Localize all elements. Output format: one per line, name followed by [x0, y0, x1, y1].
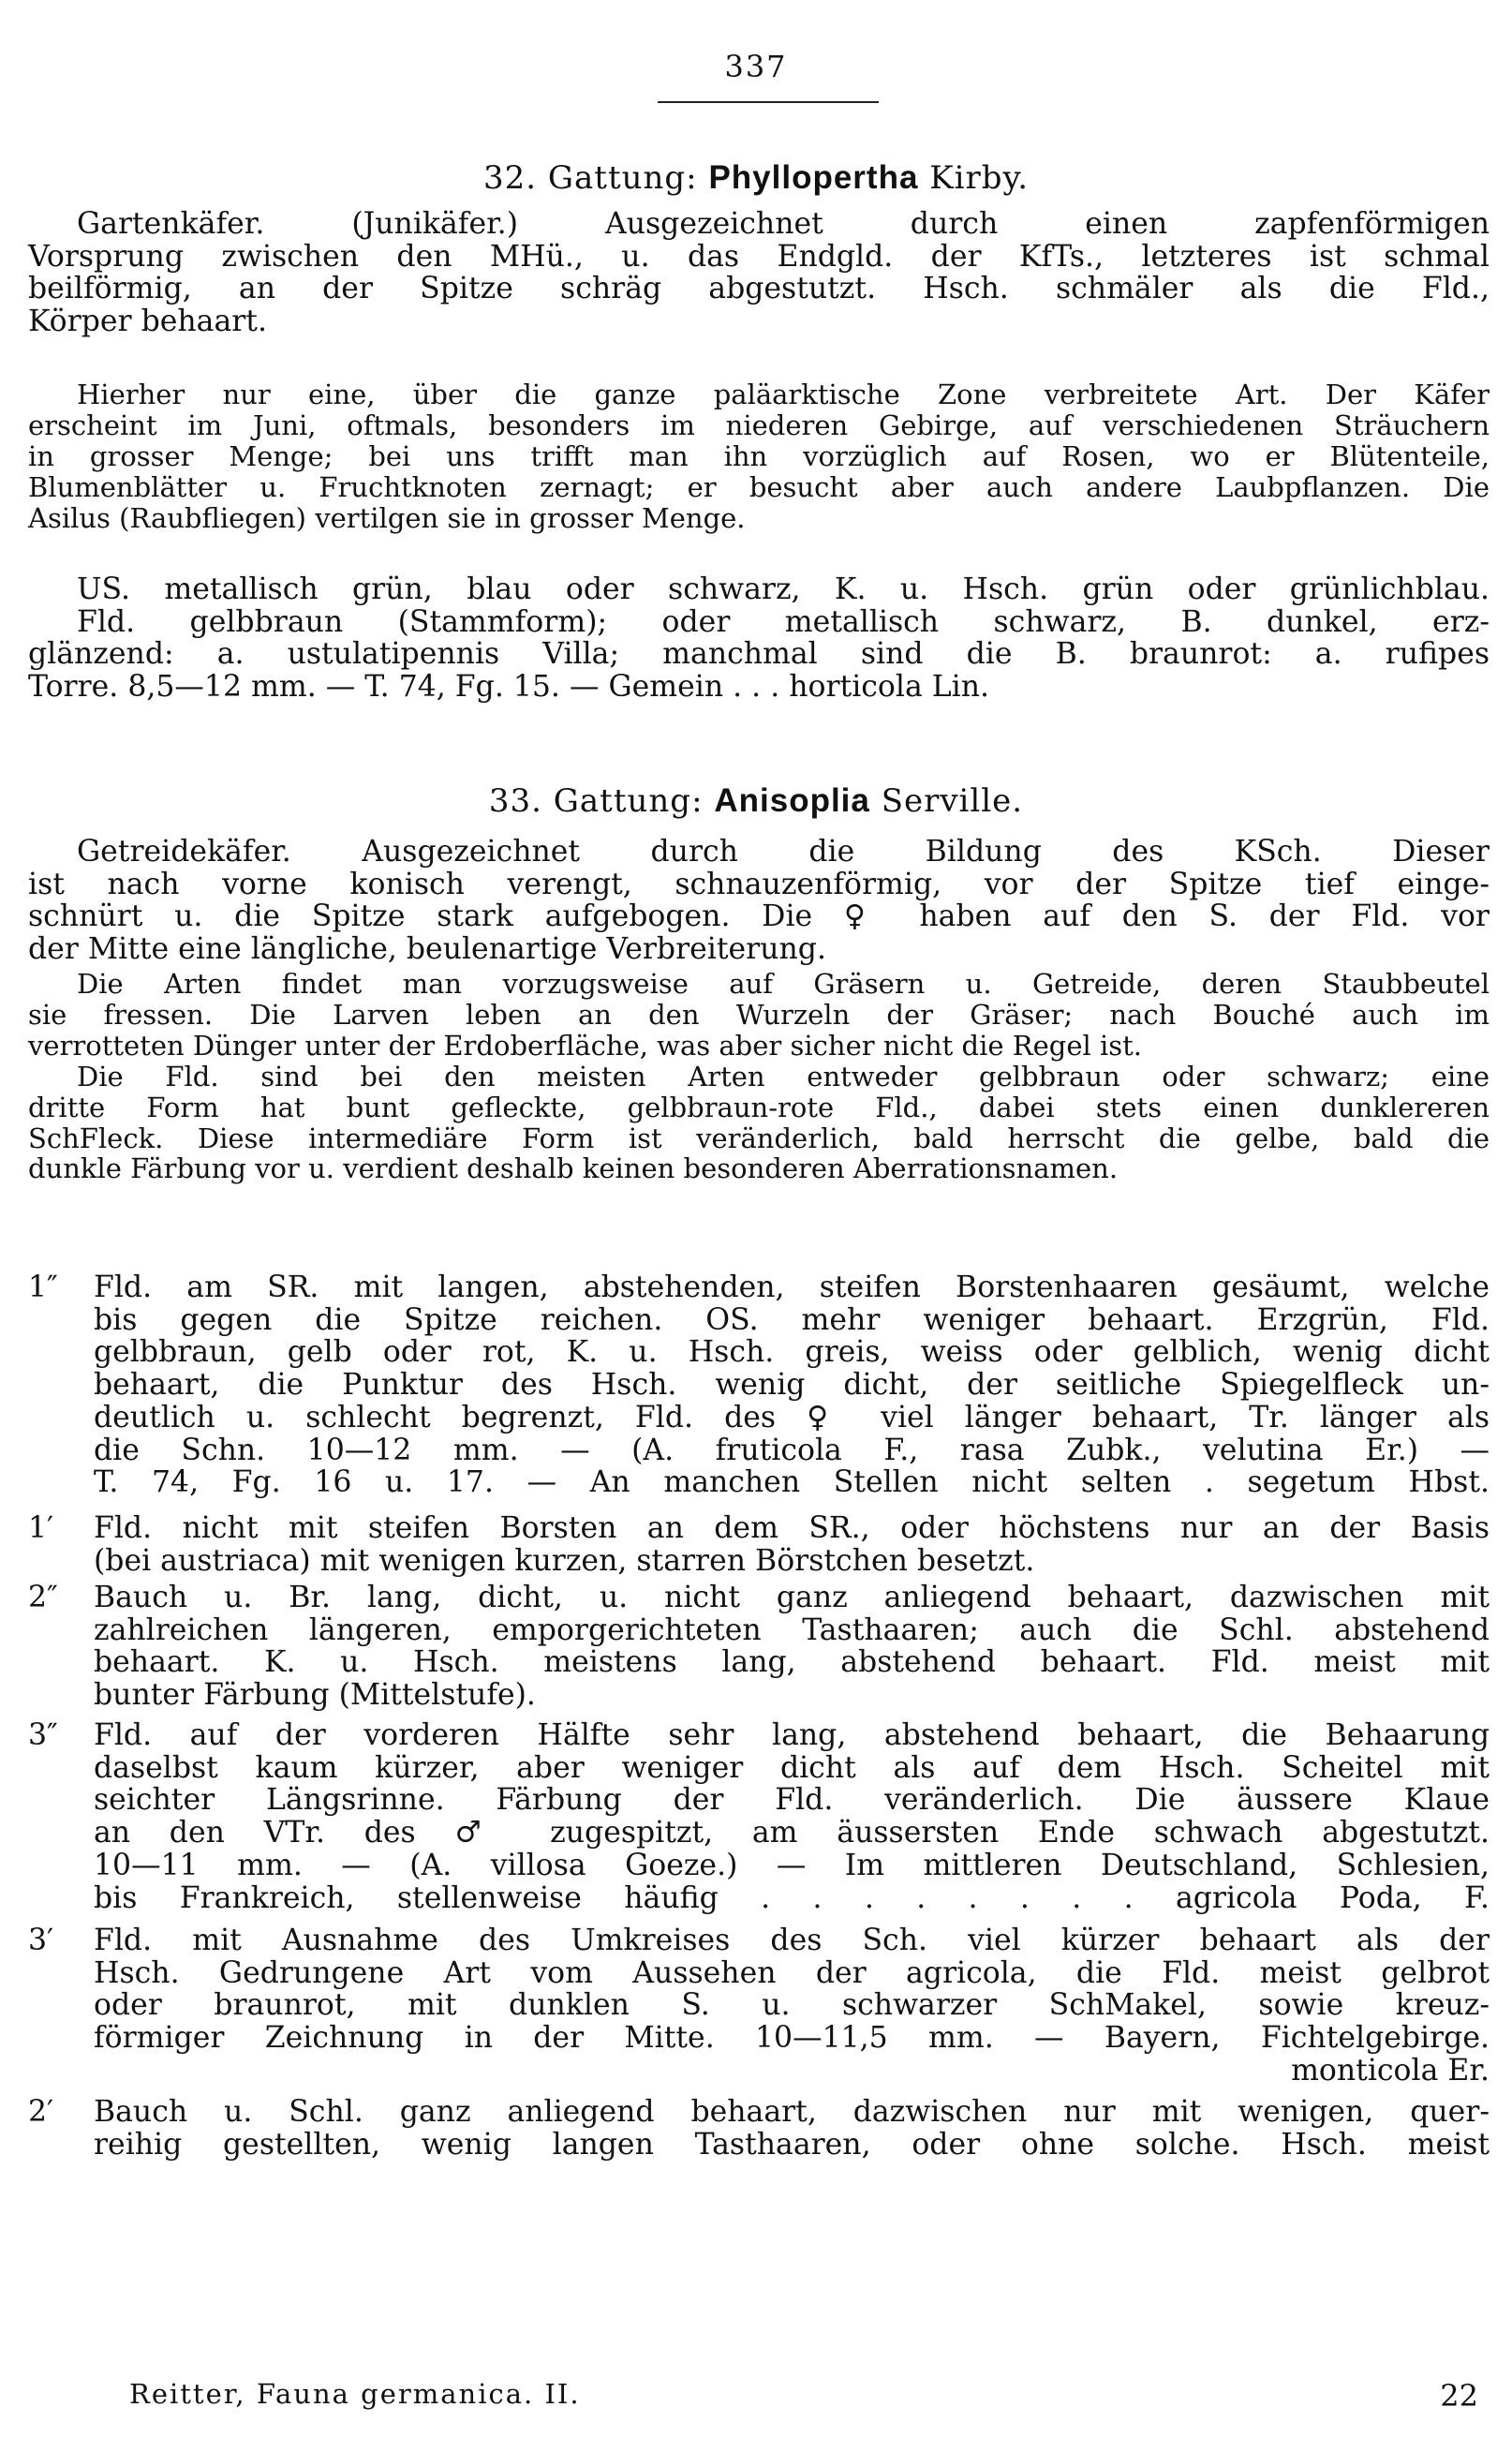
text-line: die Schn. 10—12 mm. — (A. fruticola F., rasa Zubk., velutina Er.) —: [94, 1433, 1490, 1467]
key-couplet: [28, 1512, 1490, 1577]
genus-33-heading: [0, 782, 1512, 820]
text-line: SchFleck. Diese intermediäre Form ist veränderlich, bald herrscht die gelbe, bald die: [28, 1122, 1490, 1154]
text-line: monticola Er.: [1291, 2053, 1490, 2088]
text-line: beilförmig, an der Spitze schräg abgestutzt. Hsch. schmäler als die Fld.,: [28, 272, 1490, 306]
text-line: Die Fld. sind bei den meisten Arten entweder gelbbraun oder schwarz; eine: [77, 1060, 1490, 1092]
text-line: verrotteten Dünger unter der Erdoberfläche, was aber sicher nicht die Regel ist.: [28, 1029, 1143, 1062]
text-line: Körper behaart.: [28, 305, 267, 339]
key-couplet: [28, 1924, 1490, 2088]
text-line: deutlich u. schlecht begrenzt, Fld. des ♀ viel länger behaart, Tr. länger als: [94, 1400, 1490, 1434]
genus-32-species: [28, 573, 1490, 704]
text-line: Vorsprung zwischen den MHü., u. das Endgld. der KfTs., letzteres ist schmal: [28, 239, 1490, 274]
text-line: der Mitte eine längliche, beulenartige Verbreiterung.: [28, 932, 826, 967]
text-line: US. metallisch grün, blau oder schwarz, K. u. Hsch. grün oder grünlichblau.: [77, 572, 1490, 606]
text-line: Getreidekäfer. Ausgezeichnet durch die Bildung des KSch. Dieser: [77, 835, 1490, 869]
text-line: dunkle Färbung vor u. verdient deshalb keinen besonderen Aberrationsnamen.: [28, 1152, 1119, 1185]
text-line: zahlreichen längeren, emporgerichteten Tasthaaren; auch die Schl. abstehend: [94, 1612, 1490, 1647]
text-line: Die Arten findet man vorzugsweise auf Gräsern u. Getreide, deren Staubbeutel: [77, 968, 1490, 1000]
text-line: dritte Form hat bunt gefleckte, gelbbraun-rote Fld., dabei stets einen dunklereren: [28, 1091, 1490, 1123]
page-number: 337: [724, 49, 788, 84]
text-line: reihig gestellten, wenig langen Tasthaaren, oder ohne solche. Hsch. meist: [94, 2127, 1490, 2162]
text-line: förmiger Zeichnung in der Mitte. 10—11,5 mm. — Bayern, Fichtelgebirge.: [94, 2021, 1490, 2056]
couplet-label: 2″: [28, 1581, 58, 1614]
text-line: seichter Längsrinne. Färbung der Fld. veränderlich. Die äussere Klaue: [94, 1783, 1490, 1818]
couplet-label: 1″: [28, 1271, 58, 1304]
genus-32-biology: [28, 379, 1490, 534]
text-line: in grosser Menge; bei uns trifft man ihn vorzüglich auf Rosen, wo er Blütenteile,: [28, 439, 1490, 472]
key-couplet: [28, 1582, 1490, 1712]
genus-32-heading: [0, 159, 1512, 197]
key-couplet: [28, 1271, 1490, 1499]
genus-32-name: Phyllopertha: [708, 159, 919, 196]
genus-33-name: Anisoplia: [714, 782, 870, 819]
genus-32-description: [28, 208, 1490, 338]
text-line: T. 74, Fg. 16 u. 17. — An manchen Stellen nicht selten . segetum Hbst.: [94, 1465, 1490, 1500]
footer-sheet-number: 22: [1440, 2378, 1478, 2414]
text-line: glänzend: a. ustulatipennis Villa; manchmal sind die B. braunrot: a. rufipes: [28, 637, 1490, 672]
text-line: behaart. K. u. Hsch. meistens lang, abstehend behaart. Fld. meist mit: [94, 1645, 1490, 1680]
text-line: bis gegen die Spitze reichen. OS. mehr weniger behaart. Erzgrün, Fld.: [94, 1302, 1490, 1337]
text-line: erscheint im Juni, oftmals, besonders im niederen Gebirge, auf verschiedenen Sträuchern: [28, 409, 1490, 441]
key-couplet: [28, 2096, 1490, 2161]
genus-32-author: Kirby.: [929, 159, 1030, 197]
couplet-label: 3″: [28, 1718, 58, 1752]
page-footer: [129, 2378, 1478, 2414]
text-line: an den VTr. des ♂ zugespitzt, am äussersten Ende schwach abgestutzt.: [94, 1816, 1490, 1850]
text-line: Blumenblätter u. Fruchtknoten zernagt; er besucht aber auch andere Laubpflanzen. Die: [28, 470, 1490, 503]
text-line: bunter Färbung (Mittelstufe).: [94, 1678, 536, 1713]
text-line: Fld. nicht mit steifen Borsten an dem SR., oder höchstens nur an der Basis: [94, 1511, 1490, 1545]
text-line: bis Frankreich, stellenweise häufig . . . . . . . . agricola Poda, F.: [94, 1880, 1490, 1915]
text-line: 10—11 mm. — (A. villosa Goeze.) — Im mittleren Deutschland, Schlesien,: [94, 1848, 1490, 1882]
text-line: Torre. 8,5—12 mm. — T. 74, Fg. 15. — Gemein . . . horticola Lin.: [28, 670, 990, 705]
header-rule: [658, 101, 879, 103]
text-line: Hierher nur eine, über die ganze paläarktische Zone verbreitete Art. Der Käfer: [77, 379, 1490, 410]
genus-33-author: Serville.: [881, 782, 1024, 820]
text-line: oder braunrot, mit dunklen S. u. schwarzer SchMakel, sowie kreuz-: [94, 1988, 1490, 2023]
couplet-label: 1′: [28, 1511, 54, 1545]
text-line: gelbbraun, gelb oder rot, K. u. Hsch. greis, weiss oder gelblich, wenig dicht: [94, 1335, 1490, 1370]
couplet-label: 2′: [28, 2095, 54, 2129]
text-line: behaart, die Punktur des Hsch. wenig dicht, der seitliche Spiegelfleck un-: [94, 1368, 1490, 1403]
text-line: Bauch u. Schl. ganz anliegend behaart, dazwischen nur mit wenigen, quer-: [94, 2095, 1490, 2129]
text-line: Fld. auf der vorderen Hälfte sehr lang, abstehend behaart, die Behaarung: [94, 1718, 1490, 1752]
text-line: Fld. am SR. mit langen, abstehenden, steifen Borstenhaaren gesäumt, welche: [94, 1271, 1490, 1304]
text-line: Asilus (Raubfliegen) vertilgen sie in grosser Menge.: [28, 501, 746, 534]
text-line: Gartenkäfer. (Junikäfer.) Ausgezeichnet durch einen zapfenförmigen: [77, 207, 1490, 241]
text-line: (bei austriaca) mit wenigen kurzen, starren Börstchen besetzt.: [94, 1543, 1035, 1578]
key-couplet: [28, 1719, 1490, 1914]
text-line: daselbst kaum kürzer, aber weniger dicht als auf dem Hsch. Scheitel mit: [94, 1750, 1490, 1785]
text-line: Bauch u. Br. lang, dicht, u. nicht ganz anliegend behaart, dazwischen mit: [94, 1581, 1490, 1614]
genus-32-title-prefix: 32. Gattung:: [482, 159, 698, 197]
genus-33-biology: [28, 969, 1490, 1184]
genus-33-description: [28, 836, 1490, 966]
text-line: ist nach vorne konisch verengt, schnauzenförmig, vor der Spitze tief einge-: [28, 867, 1490, 901]
text-line: Fld. gelbbraun (Stammform); oder metallisch schwarz, B. dunkel, erz-: [77, 604, 1490, 639]
footer-source: Reitter, Fauna germanica. II.: [129, 2378, 581, 2410]
text-line: sie fressen. Die Larven leben an den Wurzeln der Gräser; nach Bouché auch im: [28, 998, 1490, 1031]
text-line: Fld. mit Ausnahme des Umkreises des Sch. viel kürzer behaart als der: [94, 1924, 1490, 1957]
text-line: schnürt u. die Spitze stark aufgebogen. Die ♀ haben auf den S. der Fld. vor: [28, 899, 1490, 934]
text-line: Hsch. Gedrungene Art vom Aussehen der agricola, die Fld. meist gelbrot: [94, 1955, 1490, 1990]
couplet-label: 3′: [28, 1924, 54, 1957]
genus-33-title-prefix: 33. Gattung:: [488, 782, 704, 820]
